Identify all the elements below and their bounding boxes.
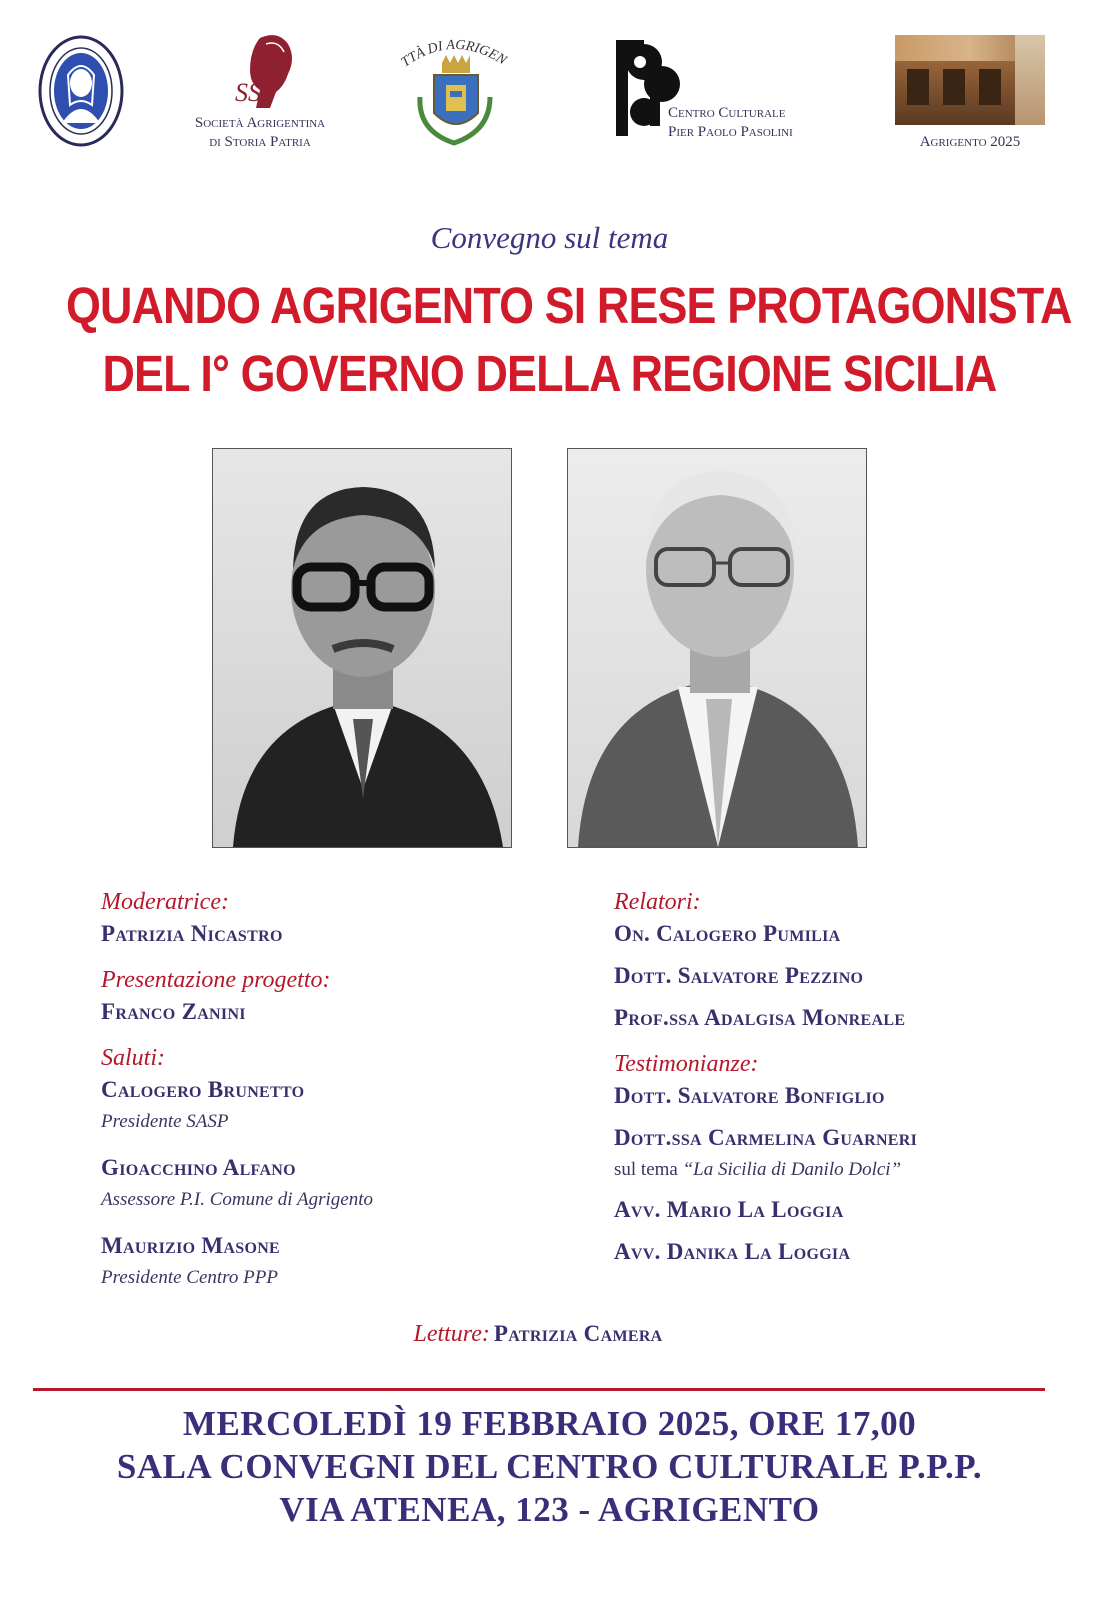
footer-address: VIA ATENEA, 123 - AGRIGENTO	[279, 1490, 820, 1529]
ppp-caption-line2: Pier Paolo Pasolini	[668, 124, 793, 140]
sasp-monogram: SSP	[235, 78, 277, 107]
divider-rule	[33, 1388, 1045, 1391]
testimonianza-2: Dott.ssa Carmelina Guarneri	[614, 1125, 918, 1150]
saluti-name-1: Calogero Brunetto	[101, 1077, 305, 1102]
letture-label: Letture:	[413, 1321, 490, 1347]
city-crest-icon	[398, 35, 513, 153]
tema-line	[614, 1159, 901, 1181]
portrait-left-image	[213, 449, 511, 847]
saluti-label: Saluti:	[101, 1045, 165, 1071]
saluti-name-3: Maurizio Masone	[101, 1233, 281, 1258]
centro-ppp-logo	[614, 38, 824, 143]
agrigento-building-image	[895, 35, 1045, 125]
testimonianza-3: Avv. Mario La Loggia	[614, 1197, 844, 1222]
testimonianza-4: Avv. Danika La Loggia	[614, 1239, 851, 1264]
moderatrice-name: Patrizia Nicastro	[101, 921, 283, 946]
saluti-name-2: Gioacchino Alfano	[101, 1155, 296, 1180]
testimonianza-1: Dott. Salvatore Bonfiglio	[614, 1083, 885, 1108]
footer-date-time: MERCOLEDÌ 19 FEBBRAIO 2025, ORE 17,00	[182, 1404, 917, 1443]
sasp-caption-line1: Società Agrigentina	[194, 115, 326, 131]
ppp-caption-line1: Centro Culturale	[668, 105, 786, 121]
agrigento-2025-caption: Agrigento 2025	[919, 134, 1021, 150]
relatori-label: Relatori:	[614, 889, 701, 915]
portrait-right-image	[568, 449, 866, 847]
moderatrice-label: Moderatrice:	[101, 889, 229, 915]
convegno-subtitle: Convegno sul tema	[430, 220, 669, 255]
portrait-left	[212, 448, 512, 848]
presentazione-label: Presentazione progetto:	[101, 967, 331, 993]
relatore-3: Prof.ssa Adalgisa Monreale	[614, 1005, 906, 1030]
sasp-caption-line2: di Storia Patria	[209, 134, 311, 150]
sasp-logo	[175, 30, 345, 155]
citta-agrigento-crest-logo	[398, 35, 513, 153]
presentazione-name: Franco Zanini	[101, 999, 246, 1024]
tema-title: “La Sicilia di Danilo Dolci”	[682, 1159, 902, 1180]
saluti-role-2: Assessore P.I. Comune di Agrigento	[101, 1189, 373, 1210]
tema-prefix: sul tema	[614, 1159, 678, 1180]
title-line-2: DEL I° GOVERNO DELLA REGIONE SICILIA	[102, 345, 997, 402]
testimonianze-label: Testimonianze:	[614, 1051, 759, 1077]
title-line-1: QUANDO AGRIGENTO SI RESE PROTAGONISTA	[65, 277, 1072, 334]
letture-line	[0, 1321, 1076, 1348]
convegni-cultura-seal-logo	[38, 35, 124, 147]
relatore-1: On. Calogero Pumilia	[614, 921, 841, 946]
saluti-role-1: Presidente SASP	[101, 1111, 229, 1132]
city-banner-text: TTÀ DI AGRIGEN	[398, 37, 509, 71]
seal-icon	[38, 35, 124, 147]
agrigento-2025-logo	[895, 35, 1045, 155]
letture-name: Patrizia Camera	[493, 1321, 663, 1346]
portrait-right	[567, 448, 867, 848]
footer-venue: SALA CONVEGNI DEL CENTRO CULTURALE P.P.P.	[116, 1447, 983, 1486]
relatore-2: Dott. Salvatore Pezzino	[614, 963, 864, 988]
saluti-role-3: Presidente Centro PPP	[101, 1267, 278, 1288]
